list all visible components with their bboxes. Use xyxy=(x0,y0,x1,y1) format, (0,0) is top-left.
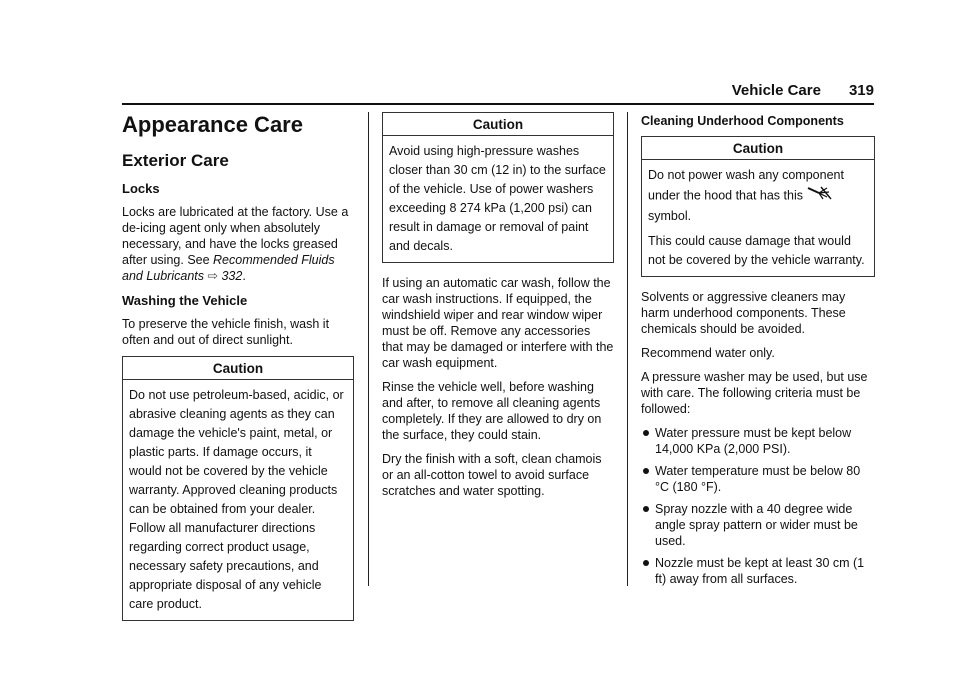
column-divider-1 xyxy=(368,112,369,586)
list-item xyxy=(641,501,875,549)
page-number: 319 xyxy=(848,82,874,99)
list-item-text: Water pressure must be kept below 14,000 KPa (2,000 PSI). xyxy=(655,426,852,456)
underhood-heading: Cleaning Underhood Components xyxy=(641,114,844,128)
bullet-icon xyxy=(643,560,649,566)
bullet-icon xyxy=(643,430,649,436)
criteria-list xyxy=(641,425,875,587)
solvents-paragraph: Solvents or aggressive cleaners may harm underhood components. These chemicals should be avoided. xyxy=(641,290,846,336)
caution-text: Avoid using high-pressure washes closer than 30 cm (12 in) to the surface of the vehicle. Use of power washers exceeding 8 274 kPa (1,200 psi) can result in damage or removal of paint and decals. xyxy=(389,144,606,253)
caution-box-paint xyxy=(122,356,354,621)
caution-body xyxy=(123,380,353,620)
list-item-text: Spray nozzle with a 40 degree wide angle spray pattern or wider must be used. xyxy=(655,502,858,548)
washing-paragraph: To preserve the vehicle finish, wash it often and out of direct sunlight. xyxy=(122,317,330,347)
car-wash-paragraph: If using an automatic car wash, follow the car wash instructions. If equipped, the windshield wiper and rear window wiper must be off. Remove any accessories that may be damaged or interfere with the car wash equipment. xyxy=(382,276,614,370)
washing-heading: Washing the Vehicle xyxy=(122,293,248,308)
caution-label: Caution xyxy=(472,117,524,132)
locks-paragraph xyxy=(122,204,354,284)
rinse-paragraph: Rinse the vehicle well, before washing and after, to remove all cleaning agents completely. If they are allowed to dry on the surface, they could stain. xyxy=(382,380,602,442)
bullet-icon xyxy=(643,468,649,474)
pressure-washer-paragraph: A pressure washer may be used, but use with care. The following criteria must be followed: xyxy=(641,370,868,416)
no-power-wash-icon xyxy=(807,185,833,207)
column-2 xyxy=(382,112,614,507)
locks-text: Locks are lubricated at the factory. Use a de-icing agent only when absolutely necessary, and have the locks greased after using. See xyxy=(122,205,349,267)
caution-text-2: This could cause damage that would not be covered by the vehicle warranty. xyxy=(648,234,865,267)
list-item xyxy=(641,555,875,587)
header-title xyxy=(732,82,874,99)
column-divider-2 xyxy=(627,112,628,586)
caution-text xyxy=(648,166,868,226)
locks-page-ref[interactable]: 332 xyxy=(221,269,243,283)
locks-heading: Locks xyxy=(122,181,160,196)
reference-arrow-icon: ⇨ xyxy=(207,269,218,283)
caution-body xyxy=(642,160,874,276)
header-section: Vehicle Care xyxy=(731,82,821,99)
water-only-paragraph: Recommend water only. xyxy=(641,346,775,360)
caution-box-pressure xyxy=(382,112,614,263)
caution-text-part1: Do not power wash any component under the hood that has this xyxy=(648,168,844,203)
list-item-text: Nozzle must be kept at least 30 cm (1 ft) away from all surfaces. xyxy=(655,556,865,586)
caution-label: Caution xyxy=(732,141,784,156)
column-3 xyxy=(641,112,875,593)
column-1 xyxy=(122,112,354,633)
list-item xyxy=(641,463,875,495)
locks-end: . xyxy=(242,269,246,283)
page-title: Appearance Care xyxy=(122,112,303,137)
list-item xyxy=(641,425,875,457)
locks-reference-link[interactable]: Recommended Fluids and Lubricants xyxy=(122,253,335,283)
section-title: Exterior Care xyxy=(122,151,229,170)
dry-paragraph: Dry the finish with a soft, clean chamois or an all-cotton towel to avoid surface scratches and water spotting. xyxy=(382,452,602,498)
header-rule xyxy=(122,103,874,105)
page-header xyxy=(122,82,874,104)
caution-box-underhood xyxy=(641,136,875,277)
caution-body xyxy=(383,136,613,262)
bullet-icon xyxy=(643,506,649,512)
list-item-text: Water temperature must be below 80 °C (180 °F). xyxy=(655,464,861,494)
caution-text: Do not use petroleum-based, acidic, or abrasive cleaning agents as they can damage the vehicle's paint, metal, or plastic parts. If damage occurs, it would not be covered by the vehicle warranty. Approved cleaning products can be obtained from your dealer. Follow all manufacturer directions regarding correct product usage, necessary safety precautions, and appropriate disposal of any vehicle care product. xyxy=(129,388,344,611)
caution-label: Caution xyxy=(212,361,264,376)
caution-text-part1b: symbol. xyxy=(648,209,692,223)
